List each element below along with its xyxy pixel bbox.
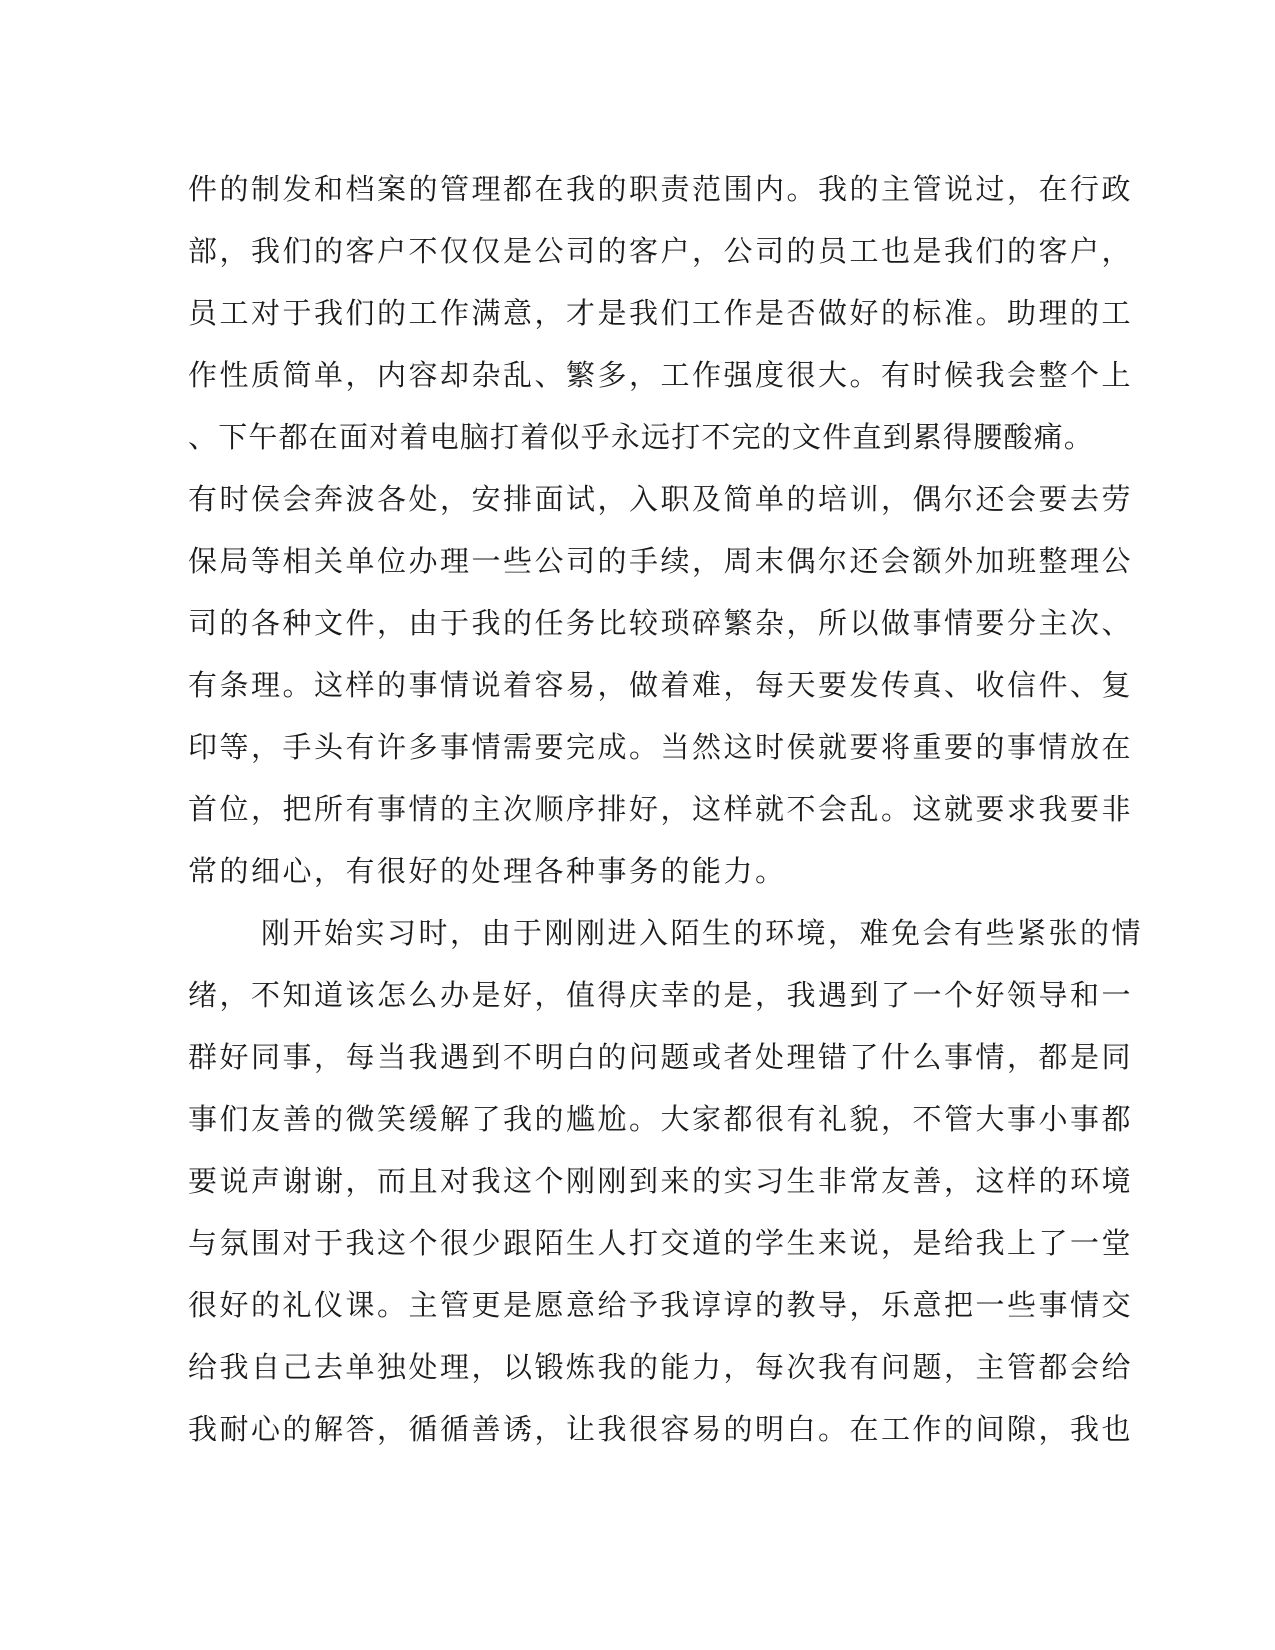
text-line: 给我自己去单独处理，以锻炼我的能力，每次我有问题，主管都会给 <box>188 1350 1134 1384</box>
text-line: 事们友善的微笑缓解了我的尴尬。大家都很有礼貌，不管大事小事都 <box>188 1102 1134 1136</box>
text-line: 、下午都在面对着电脑打着似乎永远打不完的文件直到累得腰酸痛。 <box>188 420 1095 454</box>
text-line: 作性质简单，内容却杂乱、繁多，工作强度很大。有时候我会整个上 <box>188 358 1134 392</box>
paragraph-first-line: 刚开始实习时，由于刚刚进入陌生的环境，难免会有些紧张的情 <box>261 916 1144 950</box>
text-line: 有时侯会奔波各处，安排面试，入职及简单的培训，偶尔还会要去劳 <box>188 482 1134 516</box>
text-line: 印等，手头有许多事情需要完成。当然这时侯就要将重要的事情放在 <box>188 730 1134 764</box>
text-line: 常的细心，有很好的处理各种事务的能力。 <box>188 854 787 888</box>
text-line: 司的各种文件，由于我的任务比较琐碎繁杂，所以做事情要分主次、 <box>188 606 1134 640</box>
text-line: 首位，把所有事情的主次顺序排好，这样就不会乱。这就要求我要非 <box>188 792 1134 826</box>
text-line: 有条理。这样的事情说着容易，做着难，每天要发传真、收信件、复 <box>188 668 1134 702</box>
text-line: 群好同事，每当我遇到不明白的问题或者处理错了什么事情，都是同 <box>188 1040 1134 1074</box>
text-line: 员工对于我们的工作满意，才是我们工作是否做好的标准。助理的工 <box>188 296 1134 330</box>
text-line: 绪，不知道该怎么办是好，值得庆幸的是，我遇到了一个好领导和一 <box>188 978 1134 1012</box>
text-line: 与氛围对于我这个很少跟陌生人打交道的学生来说，是给我上了一堂 <box>188 1226 1134 1260</box>
body-text <box>188 158 1144 1460</box>
text-line: 件的制发和档案的管理都在我的职责范围内。我的主管说过，在行政 <box>188 172 1134 206</box>
text-line: 很好的礼仪课。主管更是愿意给予我谆谆的教导，乐意把一些事情交 <box>188 1288 1134 1322</box>
text-line: 要说声谢谢，而且对我这个刚刚到来的实习生非常友善，这样的环境 <box>188 1164 1134 1198</box>
text-line: 部，我们的客户不仅仅是公司的客户，公司的员工也是我们的客户， <box>188 234 1134 268</box>
text-line: 保局等相关单位办理一些公司的手续，周末偶尔还会额外加班整理公 <box>188 544 1134 578</box>
text-line: 我耐心的解答，循循善诱，让我很容易的明白。在工作的间隙，我也 <box>188 1412 1134 1446</box>
